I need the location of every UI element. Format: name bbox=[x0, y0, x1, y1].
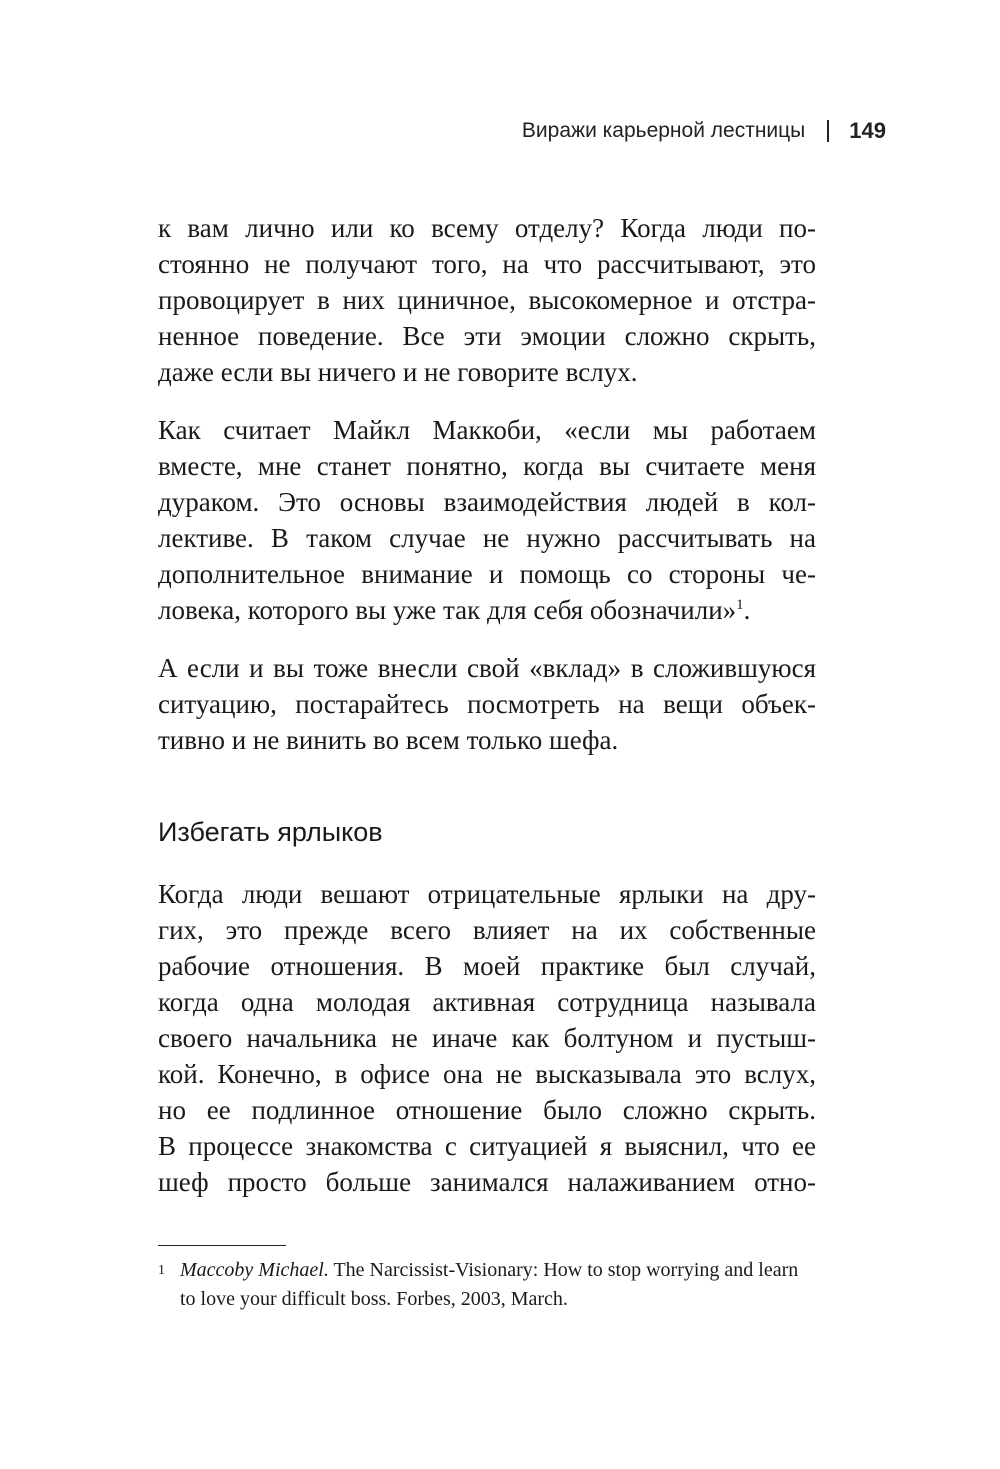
section-heading: Избегать ярлыков bbox=[158, 817, 383, 847]
paragraph-2 bbox=[158, 412, 816, 628]
page-number: 149 bbox=[849, 118, 886, 143]
footnote-reference[interactable]: 1 bbox=[736, 597, 744, 613]
footnote-number: 1 bbox=[158, 1263, 165, 1278]
footnote-text: The Narcissist-Visionary: How to stop worrying and learn to love your difficult boss. Forbes, 2003, March. bbox=[180, 1259, 799, 1310]
paragraph-line: но ее подлинное отношение было сложно скрыть. bbox=[158, 1095, 816, 1125]
paragraph-line: тивно и не винить во всем только шефа. bbox=[158, 725, 619, 755]
paragraph-line: лективе. В таком случае не нужно рассчитывать на bbox=[158, 523, 816, 553]
section-paragraph bbox=[158, 876, 816, 1200]
paragraph-line: гих, это прежде всего влияет на их собственные bbox=[158, 915, 816, 945]
paragraph-line: дураком. Это основы взаимодействия людей в кол- bbox=[158, 487, 816, 517]
footnote-body bbox=[158, 1256, 818, 1314]
paragraph-line: В процессе знакомства с ситуацией я выяснил, что ее bbox=[158, 1131, 816, 1161]
running-head bbox=[522, 116, 886, 146]
paragraph-line: ненное поведение. Все эти эмоции сложно скрыть, bbox=[158, 321, 816, 351]
footnote bbox=[158, 1256, 818, 1314]
paragraph-line-with-footnote bbox=[158, 592, 816, 628]
paragraph-line: стоянно не получают того, на что рассчитывают, это bbox=[158, 249, 816, 279]
running-head-title: Виражи карьерной лестницы bbox=[521, 119, 806, 142]
body-text bbox=[158, 210, 816, 1222]
paragraph-line: рабочие отношения. В моей практике был случай, bbox=[158, 951, 816, 981]
paragraph-line: А если и вы тоже внесли свой «вклад» в сложившуюся bbox=[158, 653, 816, 683]
paragraph-line: даже если вы ничего и не говорите вслух. bbox=[158, 357, 638, 387]
paragraph-line: своего начальника не иначе как болтуном и пустыш- bbox=[158, 1023, 816, 1053]
paragraph-line: когда одна молодая активная сотрудница называла bbox=[158, 987, 816, 1017]
footnote-divider bbox=[158, 1245, 286, 1246]
paragraph-line: провоцирует в них циничное, высокомерное и отстра- bbox=[158, 285, 816, 315]
paragraph-line: Когда люди вешают отрицательные ярлыки на дру- bbox=[158, 879, 816, 909]
paragraph-3 bbox=[158, 650, 816, 758]
paragraph-line: дополнительное внимание и помощь со стороны че- bbox=[158, 559, 816, 589]
paragraph-line: Как считает Майкл Маккоби, «если мы работаем bbox=[158, 415, 816, 445]
footnote-author: Maccoby Michael. bbox=[180, 1259, 329, 1281]
paragraph-1 bbox=[158, 210, 816, 390]
paragraph-line: кой. Конечно, в офисе она не высказывала это вслух, bbox=[158, 1059, 816, 1089]
paragraph-line: к вам лично или ко всему отделу? Когда люди по- bbox=[158, 213, 816, 243]
paragraph-trailing-punctuation: . bbox=[743, 595, 751, 625]
paragraph-line: шеф просто больше занимался налаживанием отно- bbox=[158, 1167, 816, 1197]
running-head-separator bbox=[827, 120, 829, 142]
paragraph-line: ловека, которого вы уже так для себя обозначили» bbox=[158, 595, 737, 625]
paragraph-line: ситуацию, постарайтесь посмотреть на вещи объек- bbox=[158, 689, 816, 719]
paragraph-line: вместе, мне станет понятно, когда вы считаете меня bbox=[158, 451, 816, 481]
